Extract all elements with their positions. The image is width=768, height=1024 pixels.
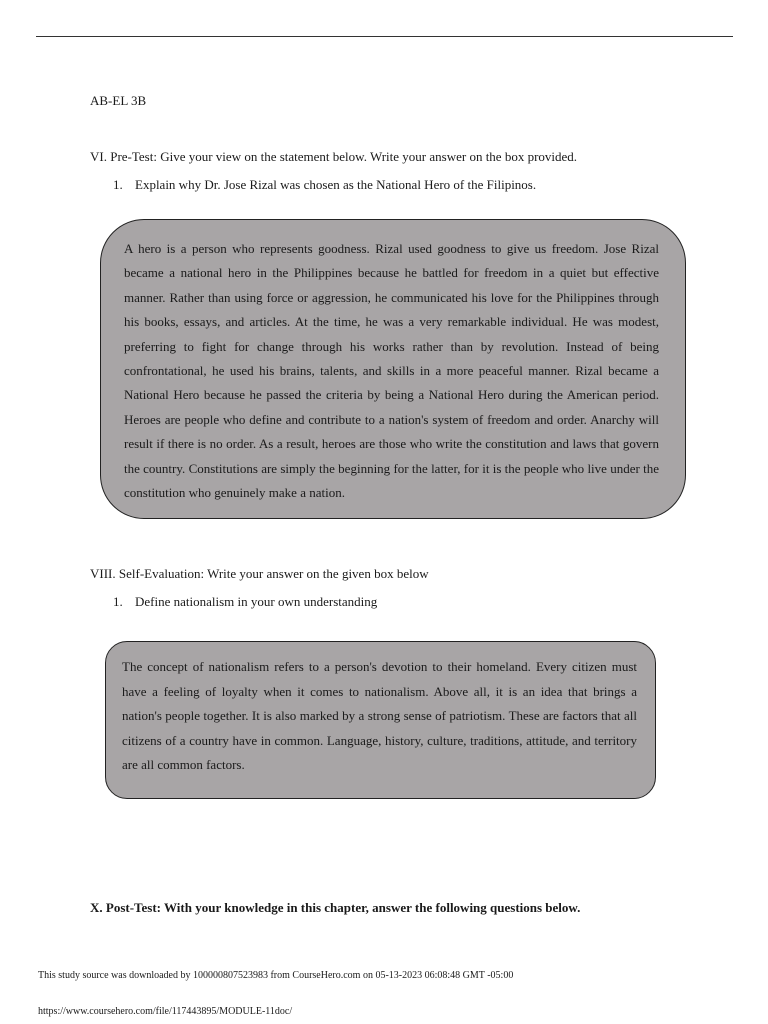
self-evaluation-heading: VIII. Self-Evaluation: Write your answer on the given box below xyxy=(90,566,429,581)
self-evaluation-answer-box xyxy=(105,641,656,799)
pretest-question-number: 1. xyxy=(113,177,123,192)
self-evaluation-question-number: 1. xyxy=(113,594,123,609)
posttest-heading: X. Post-Test: With your knowledge in this chapter, answer the following questions below. xyxy=(90,900,581,915)
self-evaluation-answer-text: The concept of nationalism refers to a person's devotion to their homeland. Every citizen must have a feeling of loyalty when it comes to nationalism. Above all, it is an idea that brings a nation's people together. It is also marked by a strong sense of patriotism. These are factors that all citizens of a country have in common. Language, history, culture, traditions, attitude, and territory are all common factors. xyxy=(122,659,637,773)
class-code: AB-EL 3B xyxy=(90,93,147,108)
self-evaluation-question-text: Define nationalism in your own understanding xyxy=(135,594,378,609)
pretest-heading: VI. Pre-Test: Give your view on the statement below. Write your answer on the box provided. xyxy=(90,149,578,164)
pretest-answer-box xyxy=(100,219,686,519)
pretest-question-text: Explain why Dr. Jose Rizal was chosen as the National Hero of the Filipinos. xyxy=(135,177,537,192)
source-url-link[interactable]: https://www.coursehero.com/file/117443895/MODULE-11doc/ xyxy=(38,1006,293,1017)
download-note: This study source was downloaded by 100000807523983 from CourseHero.com on 05-13-2023 06:08:48 GMT -05:00 xyxy=(38,970,514,981)
top-divider xyxy=(36,36,733,37)
pretest-answer-text: A hero is a person who represents goodness. Rizal used goodness to give us freedom. Jose Rizal became a national hero in the Philippines because he battled for freedom in a quiet but effective manner. Rather than using force or aggression, he communicated his love for the Philippines through his books, essays, and articles. At the time, he was a very remarkable individual. He was modest, preferring to fight for change through his works rather than by revolution. Instead of being confrontational, he used his brains, talents, and skills in a more peaceful manner. Rizal became a National Hero because he passed the criteria by being a National Hero during the American period. Heroes are people who define and contribute to a nation's system of freedom and order. Anarchy will result if there is no order. As a result, heroes are those who write the constitution and laws that govern the country. Constitutions are simply the beginning for the latter, for it is the people who live under the constitution who genuinely make a nation. xyxy=(124,241,659,501)
